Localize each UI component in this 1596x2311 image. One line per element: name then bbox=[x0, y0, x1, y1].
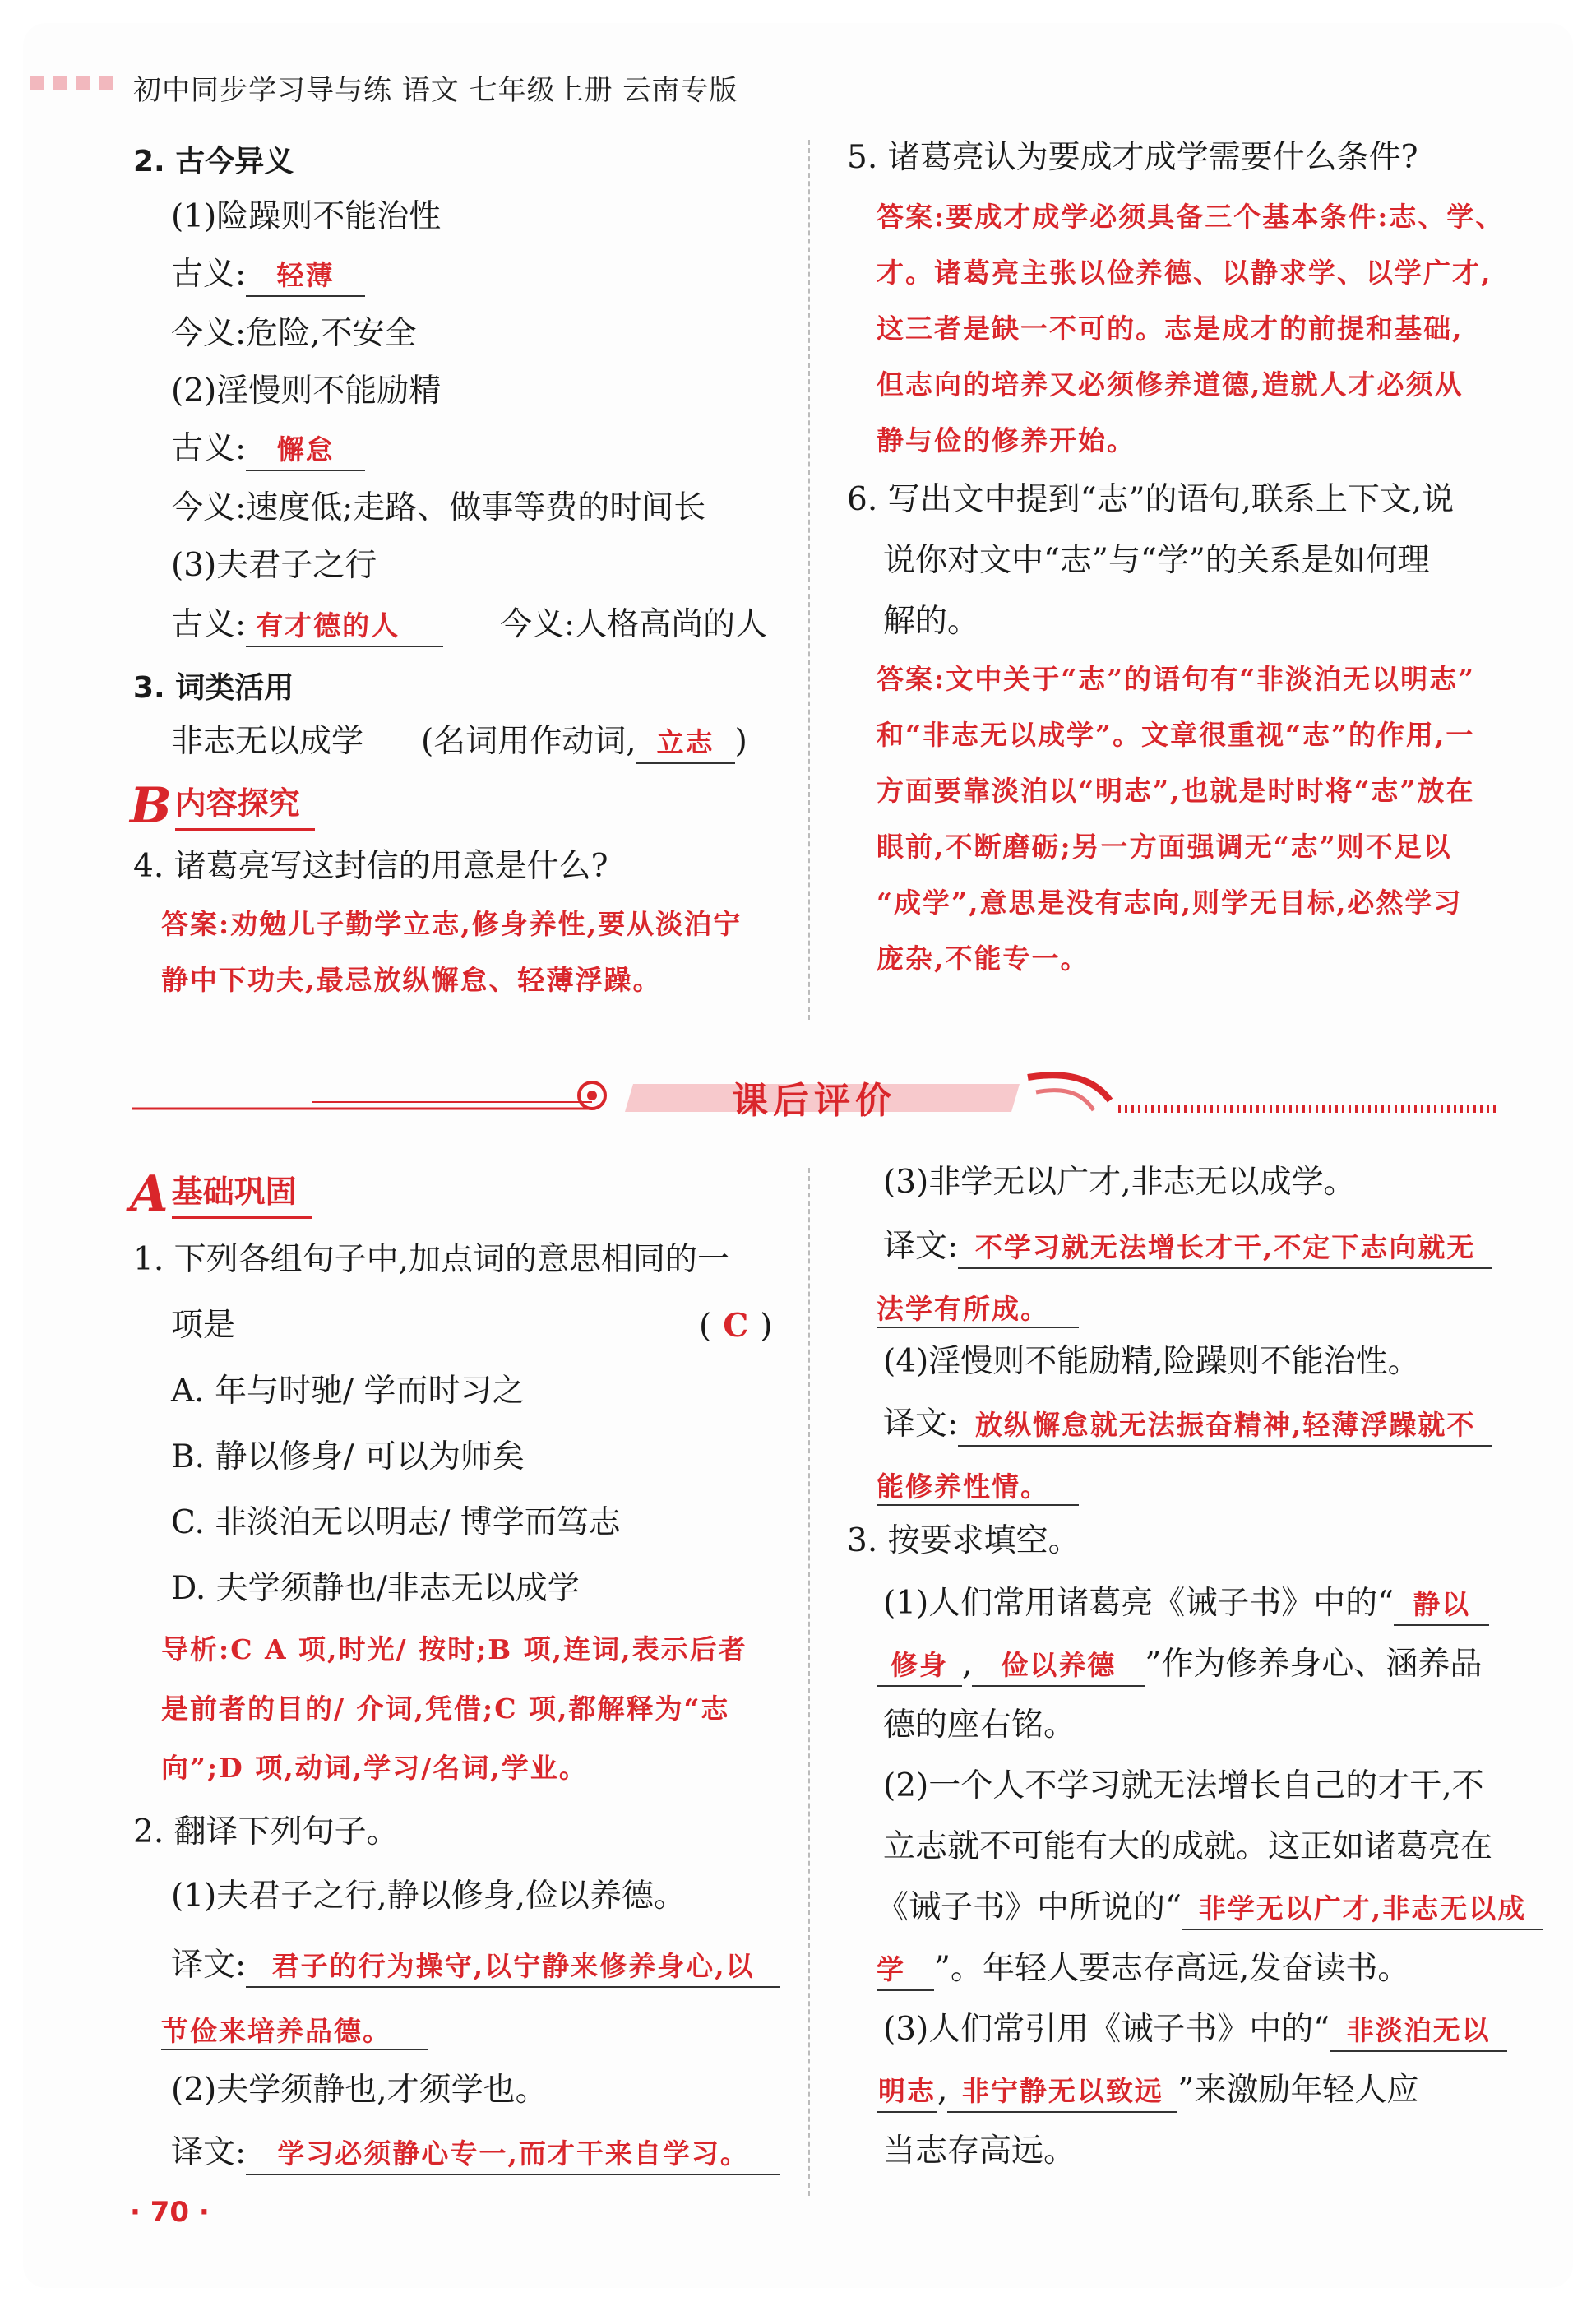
s3-text: 非志无以成学 bbox=[171, 723, 364, 760]
q2-title: 2. 翻译下列句子。 bbox=[133, 1813, 399, 1850]
q2-4-answer-a: 放纵懈怠就无法振奋精神,轻薄浮躁就不 bbox=[958, 1406, 1492, 1447]
guide-line-2: 是前者的目的/ 介词,凭借;C 项,都解释为“志 bbox=[161, 1693, 730, 1725]
s2-q1: (1)险躁则不能治性 bbox=[171, 198, 442, 235]
q1-line-1: 1. 下列各组句子中,加点词的意思相同的一 bbox=[133, 1241, 730, 1278]
q2-3-translation: 译文: 不学习就无法增长才干,不定下志向就无 bbox=[883, 1227, 1492, 1269]
q3-1-line-3: 德的座右铭。 bbox=[883, 1707, 1076, 1744]
q3-1-fill-1b: 修身 bbox=[877, 1646, 962, 1687]
fill-q1-gu: 轻薄 bbox=[246, 256, 365, 297]
q4-answer-2: 静中下功夫,最忌放纵懈怠、轻薄浮躁。 bbox=[161, 964, 662, 996]
q6-answer-1: 答案:文中关于“志”的语句有“非淡泊无以明志” bbox=[877, 663, 1476, 695]
option-d: D. 夫学须静也/非志无以成学 bbox=[171, 1570, 580, 1607]
q4-answer-1: 答案:劝勉儿子勤学立志,修身养性,要从淡泊宁 bbox=[161, 908, 742, 940]
header-decoration bbox=[30, 76, 113, 90]
section-a-heading: A 基础巩固 bbox=[130, 1166, 312, 1219]
q3-2-line-2: 立志就不可能有大的成就。这正如诸葛亮在 bbox=[883, 1828, 1493, 1865]
q2-2-translation: 译文: 学习必须静心专一,而才干来自学习。 bbox=[171, 2133, 780, 2175]
s2-q1-gu: 古义: 轻薄 bbox=[171, 255, 365, 297]
fill-s3: 立志 bbox=[636, 723, 735, 764]
s2-q3: (3)夫君子之行 bbox=[171, 547, 377, 584]
q1-line-2: 项是 bbox=[171, 1307, 236, 1344]
q6-line-3: 解的。 bbox=[883, 603, 980, 640]
page-number: · 70 · bbox=[130, 2196, 210, 2229]
s2-q3-jin: 今义:人格高尚的人 bbox=[500, 606, 768, 643]
q5-answer-4: 但志向的培养又必须修养道德,造就人才必须从 bbox=[877, 368, 1464, 401]
q4: 4. 诸葛亮写这封信的用意是什么? bbox=[133, 848, 608, 885]
s3-paren: (名词用作动词, 立志 ) bbox=[421, 722, 747, 764]
q3-1-line-1: (1)人们常用诸葛亮《诫子书》中的“ 静以 bbox=[883, 1584, 1489, 1626]
q3-3-line-2: 明志, 非宁静无以致远 ”来激励年轻人应 bbox=[877, 2071, 1418, 2113]
option-b: B. 静以修身/ 可以为师矣 bbox=[171, 1438, 525, 1475]
q2-3-answer-b: 法学有所成。 bbox=[877, 1288, 1079, 1328]
q3-1-line-2: 修身 , 俭以养德 ”作为修养身心、涵养品 bbox=[877, 1645, 1482, 1687]
q3-3-fill-1b: 明志 bbox=[877, 2072, 937, 2113]
s2-q2-jin: 今义:速度低;走路、做事等费的时间长 bbox=[171, 489, 706, 526]
q2-2: (2)夫学须静也,才须学也。 bbox=[171, 2072, 548, 2109]
q2-1-translation-2 bbox=[161, 2010, 428, 2050]
q3-1-fill-1a: 静以 bbox=[1394, 1585, 1489, 1626]
guide-line-3: 向”;D 项,动词,学习/名词,学业。 bbox=[161, 1752, 588, 1784]
q5: 5. 诸葛亮认为要成才成学需要什么条件? bbox=[847, 139, 1418, 176]
q6-answer-3: 方面要靠淡泊以“明志”,也就是时时将“志”放在 bbox=[877, 775, 1475, 807]
column-divider-top bbox=[808, 140, 810, 1020]
q3-2-line-1: (2)一个人不学习就无法增长自己的才干,不 bbox=[883, 1767, 1484, 1804]
fill-q3-gu: 有才德的人 bbox=[246, 606, 443, 647]
q6-answer-6: 庞杂,不能专一。 bbox=[877, 942, 1089, 975]
q2-1-answer-a: 君子的行为操守,以宁静来修养身心,以 bbox=[246, 1947, 780, 1988]
q2-3-translation-2 bbox=[877, 1288, 1079, 1328]
q3-2-line-4: 学 ”。年轻人要志存高远,发奋读书。 bbox=[877, 1949, 1409, 1991]
q2-2-answer: 学习必须静心专一,而才干来自学习。 bbox=[246, 2134, 780, 2175]
q5-answer-3: 这三者是缺一不可的。志是成才的前提和基础, bbox=[877, 313, 1464, 345]
q5-answer-1: 答案:要成才成学必须具备三个基本条件:志、学、 bbox=[877, 201, 1505, 233]
q3-2-fill-2: 学 bbox=[877, 1950, 934, 1991]
q2-4: (4)淫慢则不能励精,险躁则不能治性。 bbox=[883, 1343, 1420, 1380]
q6-answer-5: “成学”,意思是没有志向,则学无目标,必然学习 bbox=[877, 887, 1463, 919]
s2-q2: (2)淫慢则不能励精 bbox=[171, 373, 442, 410]
q6-answer-4: 眼前,不断磨砺;另一方面强调无“志”则不足以 bbox=[877, 831, 1452, 863]
option-c: C. 非淡泊无以明志/ 博学而笃志 bbox=[171, 1504, 621, 1541]
fill-q2-gu: 懈怠 bbox=[246, 430, 365, 471]
section-title-ancient-modern: 2. 古今异义 bbox=[133, 145, 294, 178]
q3-3-line-1: (3)人们常引用《诫子书》中的“ 非淡泊无以 bbox=[883, 2010, 1507, 2052]
q2-4-answer-b: 能修养性情。 bbox=[877, 1466, 1079, 1506]
q5-answer-5: 静与俭的修养开始。 bbox=[877, 424, 1136, 456]
q3-1-fill-2: 俭以养德 bbox=[972, 1646, 1145, 1687]
q1-answer: C bbox=[723, 1307, 749, 1345]
q2-3: (3)非学无以广才,非志无以成学。 bbox=[883, 1164, 1356, 1201]
banner-title: 课后评价 bbox=[732, 1080, 896, 1122]
q6-line-2: 说你对文中“志”与“学”的关系是如何理 bbox=[883, 542, 1430, 579]
s2-q2-gu: 古义: 懈怠 bbox=[171, 429, 365, 471]
q1-answer-bracket: ( C ) bbox=[699, 1307, 773, 1345]
q2-3-answer-a: 不学习就无法增长才干,不定下志向就无 bbox=[958, 1228, 1492, 1269]
s2-q1-jin: 今义:危险,不安全 bbox=[171, 315, 417, 352]
guide-line-1: 导析:C A 项,时光/ 按时;B 项,连词,表示后者 bbox=[161, 1633, 747, 1665]
q3-2-fill-1: 非学无以广才,非志无以成 bbox=[1182, 1889, 1543, 1930]
q5-answer-2: 才。诸葛亮主张以俭养德、以静求学、以学广才, bbox=[877, 257, 1492, 289]
option-a: A. 年与时驰/ 学而时习之 bbox=[171, 1373, 525, 1410]
section-b-heading: B 内容探究 bbox=[130, 778, 315, 831]
q2-1-answer-b: 节俭来培养品德。 bbox=[161, 2010, 428, 2050]
q6-answer-2: 和“非志无以成学”。文章很重视“志”的作用,一 bbox=[877, 719, 1475, 751]
q2-1: (1)夫君子之行,静以修身,俭以养德。 bbox=[171, 1878, 687, 1915]
q3-3-fill-1a: 非淡泊无以 bbox=[1330, 2011, 1507, 2052]
section-title-word-class: 3. 词类活用 bbox=[133, 671, 294, 705]
q2-4-translation-2 bbox=[877, 1466, 1079, 1506]
header-title: 初中同步学习导与练 语文 七年级上册 云南专版 bbox=[133, 74, 738, 107]
q3-2-line-3: 《诫子书》中所说的“ 非学无以广才,非志无以成 bbox=[877, 1888, 1543, 1930]
q6-line-1: 6. 写出文中提到“志”的语句,联系上下文,说 bbox=[847, 481, 1455, 518]
q3-title: 3. 按要求填空。 bbox=[847, 1522, 1080, 1559]
q3-3-fill-2: 非宁静无以致远 bbox=[947, 2072, 1177, 2113]
column-divider-bottom bbox=[808, 1168, 810, 2196]
q2-1-translation: 译文: 君子的行为操守,以宁静来修养身心,以 bbox=[171, 1946, 780, 1988]
q2-4-translation: 译文: 放纵懈怠就无法振奋精神,轻薄浮躁就不 bbox=[883, 1405, 1492, 1447]
s2-q3-gu: 古义: 有才德的人 bbox=[171, 605, 443, 647]
q3-3-line-3: 当志存高远。 bbox=[883, 2133, 1076, 2170]
